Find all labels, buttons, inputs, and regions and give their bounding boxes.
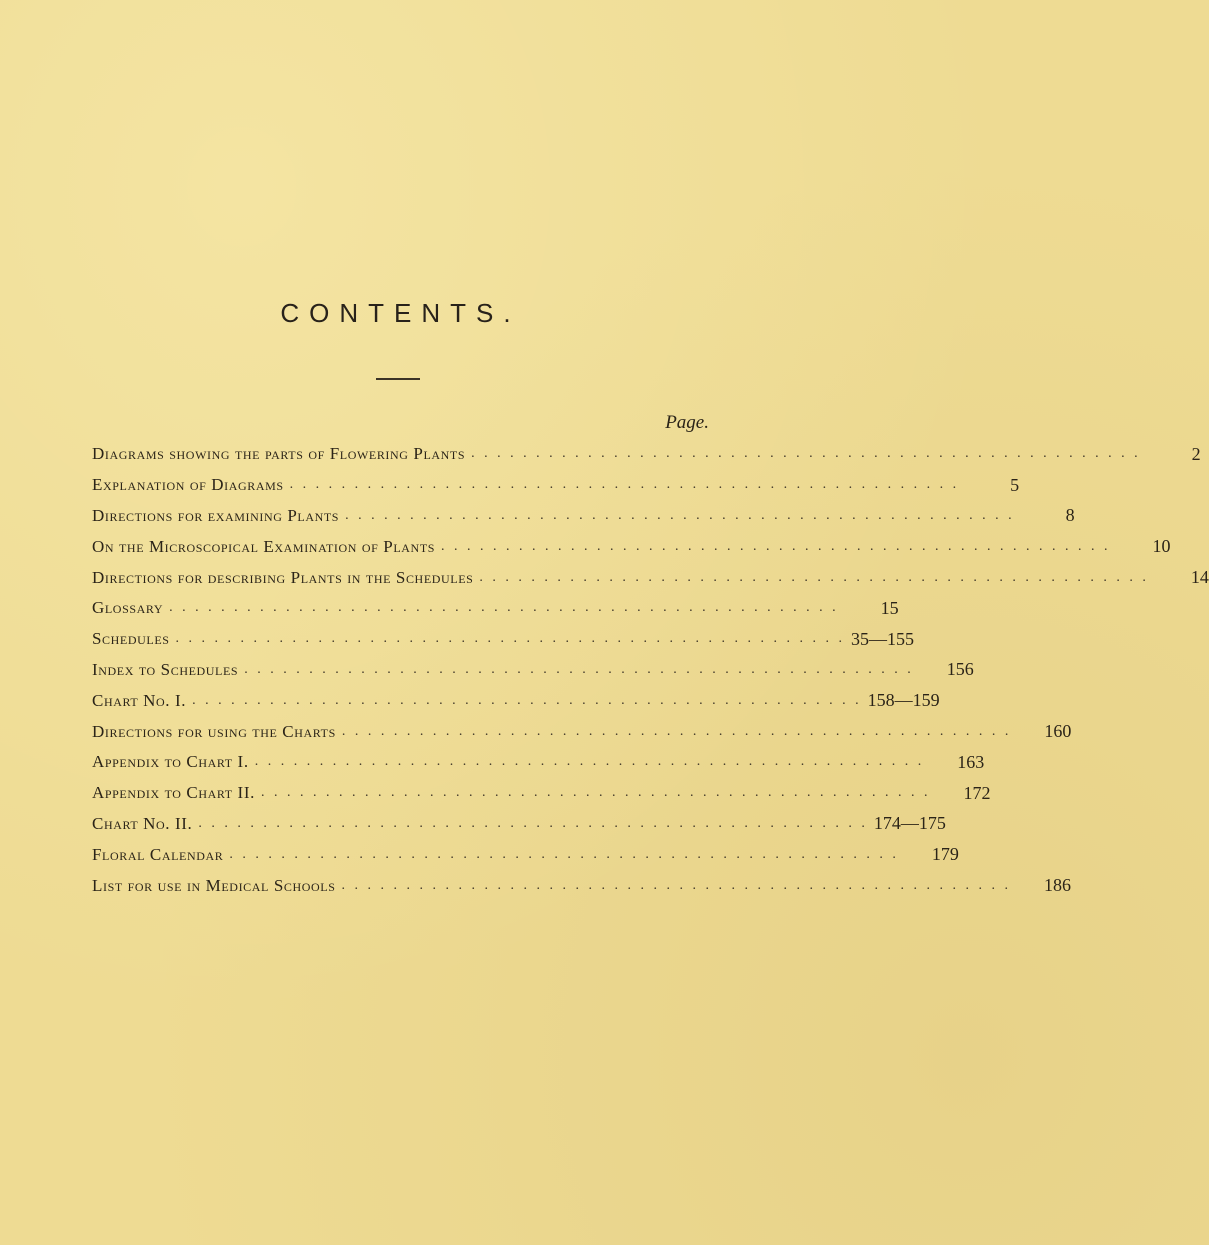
page-title: CONTENTS. [280,298,521,328]
toc-row [92,439,1201,470]
page-column-heading: Page. [665,412,709,433]
toc-row [92,870,1071,901]
toc-entry-page: 156 [946,659,974,680]
toc-row [92,593,899,624]
toc-entry-title: On the Microscopical Examination of Plants [92,536,436,556]
dot-leader: . . . . . . . . . . . . . . . . . . . . . . . . . . . . . . . . . . . . . . . . . . . . . . . . . . . . [345,507,1015,523]
toc-entry-title: Explanation of Diagrams [92,475,284,495]
dot-leader: . . . . . . . . . . . . . . . . . . . . . . . . . . . . . . . . . . . . . . . . . . . . . . . . . . . . [192,692,862,708]
toc-entry-page: 172 [963,782,991,803]
toc-row [92,562,1209,593]
toc-entry-title: Chart No. II. [92,813,193,833]
toc-entry-title: Chart No. I. [92,690,187,710]
dot-leader: . . . . . . . . . . . . . . . . . . . . . . . . . . . . . . . . . . . . . . . . . . . . . . . . . . . . [479,569,1149,585]
toc-entry-page: 10 [1152,536,1171,557]
toc-entry-title: Glossary [92,598,164,618]
dot-leader: . . . . . . . . . . . . . . . . . . . . . . . . . . . . . . . . . . . . . . . . . . . . . . . . . . . . [254,754,925,770]
toc-row [92,809,946,840]
toc-entry-page: 2 [1191,443,1201,464]
toc-entry-page: 163 [957,751,985,772]
toc-entry-page: 5 [1010,474,1020,495]
toc-entry-title: Schedules [92,629,170,649]
dot-leader: . . . . . . . . . . . . . . . . . . . . . . . . . . . . . . . . . . . . . . . . . . . . . . . . . . . . [169,600,839,616]
toc-entry-title: List for use in Medical Schools [92,875,336,895]
toc-entry-page: 179 [931,844,959,865]
toc-entry-page: 15 [880,597,899,618]
toc-entry-title: Appendix to Chart I. [92,752,249,772]
toc-entry-title: Diagrams showing the parts of Flowering Plants [92,444,466,464]
toc-row [92,747,985,778]
toc-entry-title: Appendix to Chart II. [92,783,255,803]
toc-entry-page: 160 [1044,721,1072,742]
toc-entry-page: 174—175 [873,813,946,834]
dot-leader: . . . . . . . . . . . . . . . . . . . . . . . . . . . . . . . . . . . . . . . . . . . . . . . . . . . . [175,631,846,647]
toc-row [92,531,1171,562]
toc-entry-page: 158—159 [867,690,940,711]
toc-entry-page: 8 [1065,505,1075,526]
toc-row [92,778,991,809]
toc-row [92,716,1072,747]
toc-entry-title: Directions for describing Plants in the Schedules [92,567,474,587]
dot-leader: . . . . . . . . . . . . . . . . . . . . . . . . . . . . . . . . . . . . . . . . . . . . . . . . . . . . [229,846,899,862]
dot-leader: . . . . . . . . . . . . . . . . . . . . . . . . . . . . . . . . . . . . . . . . . . . . . . . . . . . . [441,538,1111,554]
toc-entry-title: Index to Schedules [92,659,239,679]
dot-leader: . . . . . . . . . . . . . . . . . . . . . . . . . . . . . . . . . . . . . . . . . . . . . . . . . . . . [341,877,1011,893]
toc-entry-title: Floral Calendar [92,844,224,864]
toc-row [92,655,974,686]
dot-leader: . . . . . . . . . . . . . . . . . . . . . . . . . . . . . . . . . . . . . . . . . . . . . . . . . . . . [198,815,868,831]
table-of-contents [92,439,1209,901]
dot-leader: . . . . . . . . . . . . . . . . . . . . . . . . . . . . . . . . . . . . . . . . . . . . . . . . . . . . [341,723,1012,739]
toc-row [92,470,1020,501]
toc-row [92,839,959,870]
toc-entry-title: Directions for examining Plants [92,505,340,525]
dot-leader: . . . . . . . . . . . . . . . . . . . . . . . . . . . . . . . . . . . . . . . . . . . . . . . . . . . . [471,446,1141,462]
toc-row [92,685,940,716]
dot-leader: . . . . . . . . . . . . . . . . . . . . . . . . . . . . . . . . . . . . . . . . . . . . . . . . . . . . [260,785,931,801]
toc-entry-page: 14 [1190,567,1209,588]
dot-leader: . . . . . . . . . . . . . . . . . . . . . . . . . . . . . . . . . . . . . . . . . . . . . . . . . . . . [244,661,914,677]
toc-entry-title: Directions for using the Charts [92,721,336,741]
dot-leader: . . . . . . . . . . . . . . . . . . . . . . . . . . . . . . . . . . . . . . . . . . . . . . . . . . . . [289,477,960,493]
toc-entry-page: 186 [1043,875,1071,896]
toc-entry-page: 35—155 [851,628,915,649]
toc-row [92,624,915,655]
toc-row [92,501,1075,532]
title-rule [376,378,420,380]
